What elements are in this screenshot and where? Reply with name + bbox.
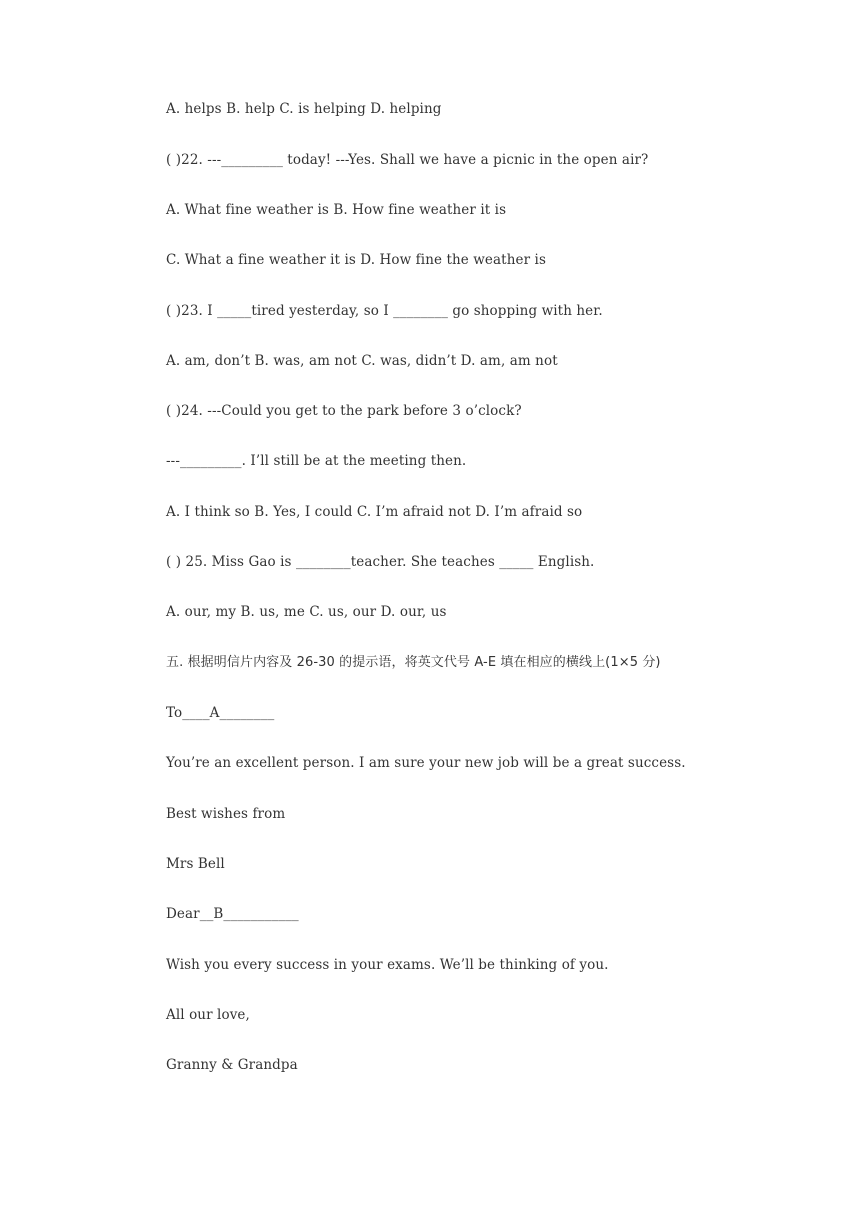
card-a-sender: Mrs Bell (166, 856, 225, 872)
card-b-sender: Granny & Grandpa (166, 1057, 298, 1073)
q21-options: A. helps B. help C. is helping D. helping (166, 101, 442, 117)
card-a-message: You’re an excellent person. I am sure your new job will be a great success. (166, 755, 686, 771)
q23-options: A. am, don’t B. was, am not C. was, didn’t D. am, am not (166, 353, 558, 369)
q24-options: A. I think so B. Yes, I could C. I’m afraid not D. I’m afraid so (166, 504, 583, 520)
section-five-instruction: 五. 根据明信片内容及 26-30 的提示语，将英文代号 A-E 填在相应的横线上(1×5 分) (166, 655, 661, 670)
q22-options-ab: A. What fine weather is B. How fine weather it is (166, 202, 507, 218)
card-b-recipient: Dear__B___________ (166, 906, 299, 922)
q22-question: ( )22. ---_________ today! ---Yes. Shall we have a picnic in the open air? (166, 152, 649, 168)
q24-question: ( )24. ---Could you get to the park before 3 o’clock? (166, 403, 522, 419)
card-b-closing: All our love, (166, 1007, 250, 1023)
q23-question: ( )23. I _____tired yesterday, so I ________ go shopping with her. (166, 303, 603, 319)
q22-options-cd: C. What a fine weather it is D. How fine the weather is (166, 252, 546, 268)
card-a-closing: Best wishes from (166, 806, 286, 822)
q25-options: A. our, my B. us, me C. us, our D. our, us (166, 604, 447, 620)
q24-response: ---_________. I’ll still be at the meeting then. (166, 453, 467, 469)
q25-question: ( ) 25. Miss Gao is ________teacher. She teaches _____ English. (166, 554, 595, 570)
card-b-message: Wish you every success in your exams. We’ll be thinking of you. (166, 957, 609, 973)
card-a-recipient: To____A________ (166, 705, 275, 721)
